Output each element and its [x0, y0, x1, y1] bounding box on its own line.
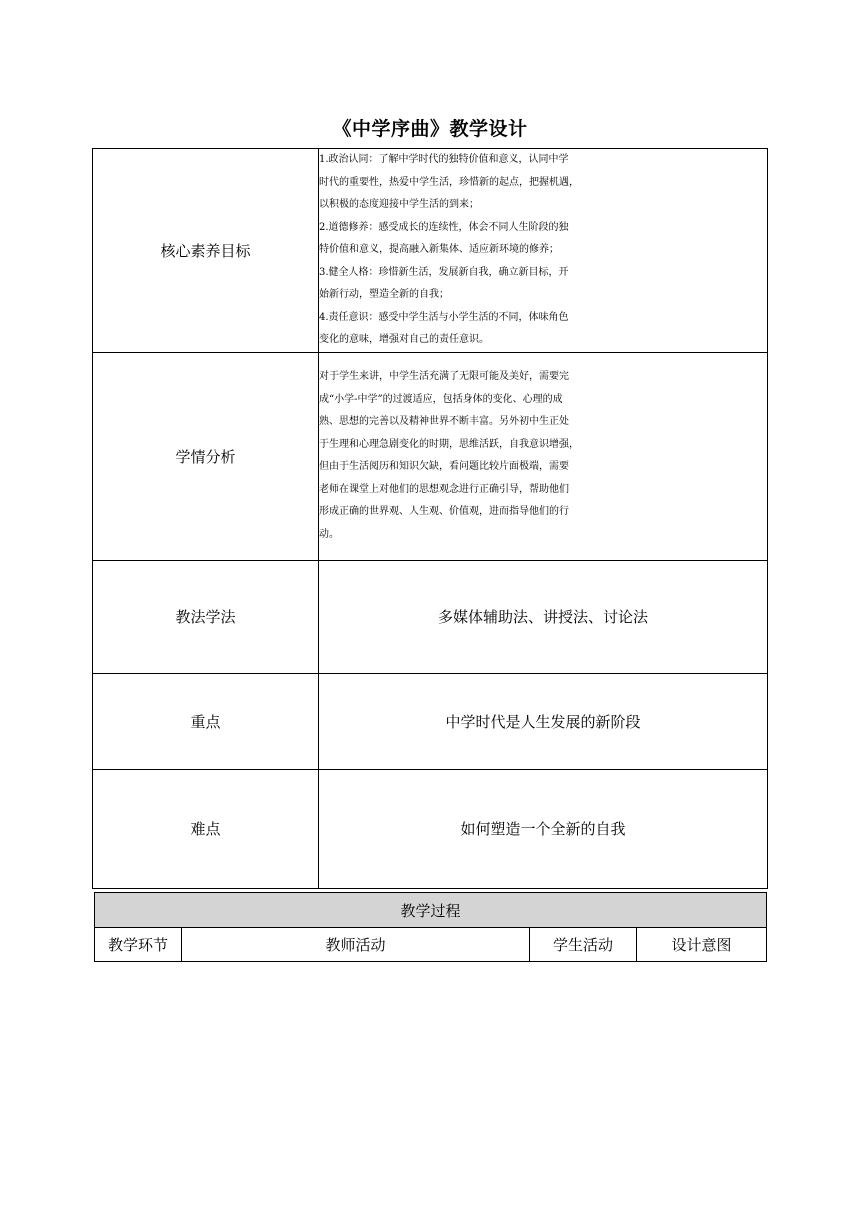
column-header-student-activity: 学生活动	[530, 928, 637, 962]
row-label-key-point: 重点	[93, 673, 319, 769]
text-line: 特价值和意义，提高融入新集体、适应新环境的修养；	[319, 244, 559, 255]
text-line: 始新行动，塑造全新的自我；	[319, 289, 449, 300]
table-row	[93, 149, 768, 353]
text-line: 3.健全人格：珍惜新生活，发展新自我，确立新目标，开	[319, 266, 569, 278]
row-label-difficulty: 难点	[93, 769, 319, 888]
text-line: 于生理和心理急剧变化的时期，思维活跃，自我意识增强，	[319, 438, 579, 450]
table-row	[93, 352, 768, 560]
row-label-methods: 教法学法	[93, 560, 319, 673]
text-line: 以积极的态度迎接中学生活的到来；	[319, 199, 479, 210]
process-columns-row	[95, 928, 767, 962]
core-goals-text	[319, 149, 768, 353]
process-header-row	[95, 893, 767, 928]
process-table	[94, 892, 767, 962]
text-line: 成“小学-中学”的过渡适应，包括身体的变化、心理的成	[319, 393, 563, 405]
process-header: 教学过程	[95, 893, 767, 928]
text-line: 形成正确的世界观、人生观、价值观，进而指导他们的行	[319, 506, 569, 517]
text-line: 熟、思想的完善以及精神世界不断丰富。另外初中生正处	[319, 416, 569, 427]
page-title: 《中学序曲》教学设计	[332, 118, 528, 140]
text-line: 变化的意味，增强对自己的责任意识。	[319, 334, 489, 345]
difficulty-text: 如何塑造一个全新的自我	[319, 769, 768, 888]
column-header-design-intent: 设计意图	[637, 928, 767, 962]
column-header-stage: 教学环节	[95, 928, 182, 962]
row-label-core-goals: 核心素养目标	[93, 149, 319, 353]
text-line: 老师在课堂上对他们的思想观念进行正确引导，帮助他们	[319, 483, 569, 495]
table-row	[93, 769, 768, 888]
design-table	[92, 148, 768, 889]
text-line: 但由于生活阅历和知识欠缺，看问题比较片面极端，需要	[319, 461, 569, 472]
key-point-text: 中学时代是人生发展的新阶段	[319, 673, 768, 769]
column-header-teacher-activity: 教师活动	[182, 928, 530, 962]
text-line: 动。	[319, 528, 339, 540]
row-label-student-analysis: 学情分析	[93, 352, 319, 560]
text-line: 对于学生来讲，中学生活充满了无限可能及美好，需要完	[319, 371, 569, 382]
table-row	[93, 560, 768, 673]
methods-text: 多媒体辅助法、讲授法、讨论法	[319, 560, 768, 673]
student-analysis-text	[319, 352, 768, 560]
text-line: 1.政治认同：了解中学时代的独特价值和意义，认同中学	[319, 154, 569, 165]
text-line: 4.责任意识：感受中学生活与小学生活的不同，体味角色	[319, 311, 569, 323]
text-line: 2.道德修养：感受成长的连续性，体会不同人生阶段的独	[319, 221, 569, 233]
table-row	[93, 673, 768, 769]
text-line: 时代的重要性，热爱中学生活，珍惜新的起点，把握机遇，	[319, 176, 579, 188]
